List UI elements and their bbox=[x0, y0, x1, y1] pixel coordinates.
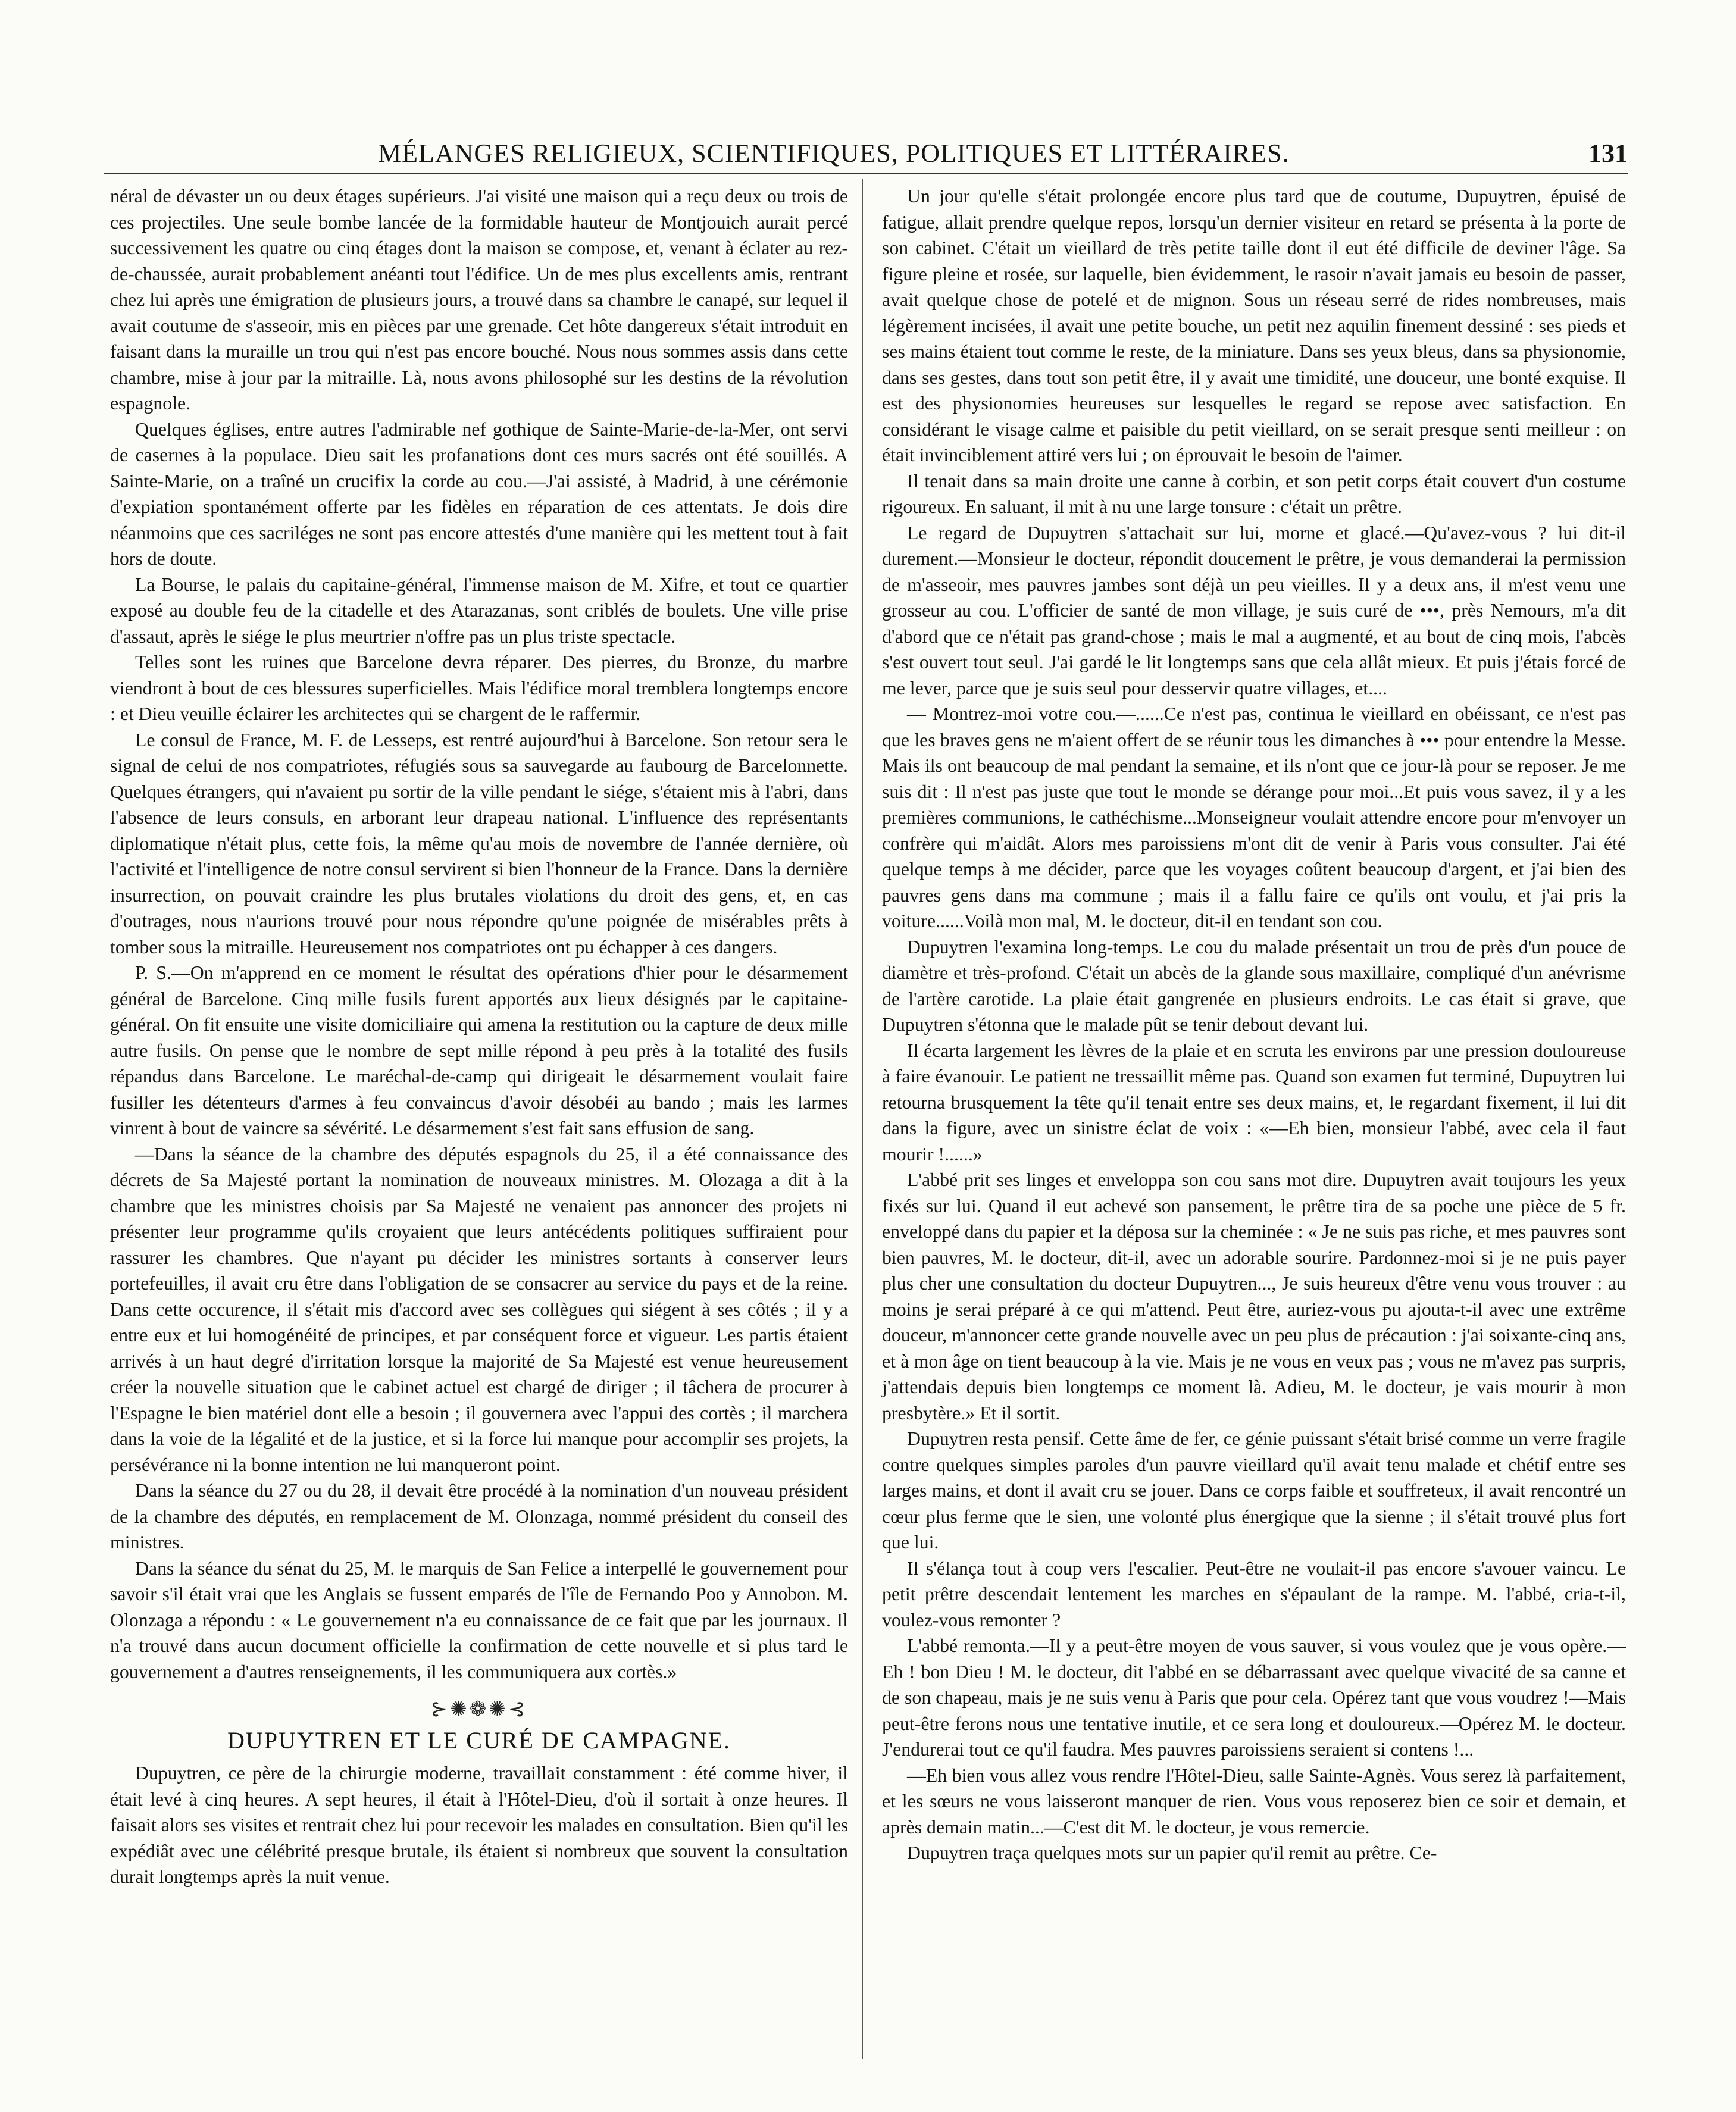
paragraph: P. S.—On m'apprend en ce moment le résultat des opérations d'hier pour le désarmement général de Barcelone. Cinq mille fusils furent apportés aux lieux désignés par le capitaine-général. On fit ensuite une visite domiciliaire qui amena la restitution ou la capture de deux mille autre fusils. On pense que le nombre de sept mille répond à peu près à la totalité des fusils répandus dans Barcelone. Le maréchal-de-camp qui dirigeait le désarmement voulait faire fusiller les détenteurs d'armes à feu convaincus d'avoir désobéi au bando ; mais les larmes vinrent à bout de vaincre sa sévérité. Le désarmement s'est fait sans effusion de sang. bbox=[110, 962, 848, 1138]
paragraph: —Dans la séance de la chambre des députés espagnols du 25, il a été connaissance des décrets de Sa Majesté portant la nomination de nouveaux ministres. M. Olozaga a dit à la chambre que les ministres choisis par Sa Majesté ne venaient pas annoncer des projets ni présenter leur programme qu'ils croyaient que leurs antécédents politiques suffiraient pour rassurer les chambres. Que n'ayant pu décider les ministres sortants à conserver leurs portefeuilles, il avait cru être dans l'obligation de se consacrer au service du pays et de la reine. Dans cette occurence, il s'était mis d'accord avec ses collègues qui siégent à ses côtés ; il y a entre eux et lui homogénéité de principes, et par conséquent force et vigueur. Les partis étaient arrivés à un haut degré d'irritation lorsque la majorité de Sa Majesté est venue heureusement créer la nouvelle situation que le cabinet actuel est chargé de diriger ; il tâchera de procurer à l'Espagne le bien matériel dont elle a besoin ; il gouvernera avec l'appui des cortès ; il marchera dans la voie de la légalité et de la justice, et si la force lui manque pour accomplir ses projets, la persévérance ni la bonne intention ne lui manqueront point. bbox=[110, 1143, 848, 1475]
paragraph: néral de dévaster un ou deux étages supérieurs. J'ai visité une maison qui a reçu deux ou trois de ces projectiles. Une seule bombe lancée de la formidable hauteur de Montjouich aurait percé successivement les quatre ou cinq étages dont la maison se compose, et, venant à éclater au rez-de-chaussée, aurait probablement anéanti tout l'édifice. Un de mes plus excellents amis, rentrant chez lui après une émigration de plusieurs jours, a trouvé dans sa chambre le canapé, sur lequel il avait coutume de s'asseoir, mis en pièces par une grenade. Cet hôte dangereux s'était introduit en faisant dans la muraille un trou qui n'est pas encore bouché. Nous nous sommes assis dans cette chambre, mise à jour par la mitraille. Là, nous avons philosophé sur les destins de la révolution espagnole. bbox=[110, 186, 848, 414]
paragraph: Il tenait dans sa main droite une canne à corbin, et son petit corps était couvert d'un costume rigoureux. En saluant, il mit à nu une large tonsure : c'était un prêtre. bbox=[882, 470, 1626, 517]
section-ornament: ⊱✺❁✺⊰ bbox=[430, 1698, 528, 1720]
paragraph: Dupuytren l'examina long-temps. Le cou du malade présentait un trou de près d'un pouce de diamètre et très-profond. C'était un abcès de la glande sous maxillaire, compliqué d'un anévrisme de l'artère carotide. La plaie était gangrenée en plusieurs endroits. Le cas était si grave, que Dupuytren s'étonna que le malade pût se tenir debout devant lui. bbox=[882, 936, 1626, 1035]
paragraph: — Montrez-moi votre cou.—......Ce n'est pas, continua le vieillard en obéissant, ce n'est pas que les braves gens ne m'aient offert de se réunir tous les dimanches à ••• pour entendre la Messe. Mais ils ont beaucoup de mal pendant la semaine, et ils n'ont que ce jour-là pour se reposer. Je me suis dit : Il n'est pas juste que tout le monde se dérange pour moi...Et puis vous savez, il y a les premières communions, le cathéchisme...Monseigneur voulait attendre encore pour m'envoyer un confrère qui m'aidât. Alors mes paroissiens m'ont dit de venir à Paris vous consulter. J'ai été quelque temps à me décider, parce que les voyages coûtent beaucoup d'argent, et j'ai bien des pauvres gens dans ma commune ; mais il a fallu faire ce qu'ils ont voulu, et j'ai pris la voiture......Voilà mon mal, M. le docteur, dit-il en tendant son cou. bbox=[882, 703, 1626, 931]
paragraph: Dupuytren resta pensif. Cette âme de fer, ce génie puissant s'était brisé comme un verre fragile contre quelques simples paroles d'un pauvre vieillard qu'il avait tenu malade et chétif entre ses larges mains, et dont il avait cru se jouer. Dans ce corps faible et souffreteux, il avait rencontré un cœur plus ferme que le sien, une volonté plus énergique que la sienne ; il s'était trouvé plus fort que lui. bbox=[882, 1428, 1626, 1553]
page-number: 131 bbox=[1588, 139, 1628, 168]
right-column bbox=[882, 183, 1626, 1866]
left-column bbox=[110, 183, 848, 1890]
paragraph: La Bourse, le palais du capitaine-général, l'immense maison de M. Xifre, et tout ce quartier exposé au double feu de la citadelle et des Atarazanas, sont criblés de boulets. Une ville prise d'assaut, après le siége le plus meurtrier n'offre pas un plus triste spectacle. bbox=[110, 574, 848, 647]
paragraph: Dans la séance du 27 ou du 28, il devait être procédé à la nomination d'un nouveau président de la chambre des députés, en remplacement de M. Olonzaga, nommé président du conseil des ministres. bbox=[110, 1480, 848, 1553]
paragraph: Telles sont les ruines que Barcelone devra réparer. Des pierres, du Bronze, du marbre viendront à bout de ces blessures superficielles. Mais l'édifice moral tremblera longtemps encore : et Dieu veuille éclairer les architectes qui se chargent de le raffermir. bbox=[110, 652, 848, 724]
paragraph: Quelques églises, entre autres l'admirable nef gothique de Sainte-Marie-de-la-Mer, ont servi de casernes à la populace. Dieu sait les profanations dont ces murs sacrés ont été souillés. A Sainte-Marie, on a traîné un crucifix la corde au cou.—J'ai assisté, à Madrid, à une cérémonie d'expiation spontanément offerte par les fidèles en réparation de ces attentats. Je dois dire néanmoins que ces sacriléges ne sont pas encore attestés d'une manière qui les mettent tout à fait hors de doute. bbox=[110, 418, 848, 569]
paragraph: Le consul de France, M. F. de Lesseps, est rentré aujourd'hui à Barcelone. Son retour sera le signal de celui de nos compatriotes, réfugiés sous sa sauvegarde au faubourg de Barcelonnette. Quelques étrangers, qui n'avaient pu sortir de la ville pendant le siége, s'étaient mis à l'abri, dans l'absence de leurs consuls, en arborant leur drapeau national. L'influence des représentants diplomatique n'était plus, cette fois, la même qu'au mois de novembre de l'année dernière, où l'activité et l'intelligence de notre consul servirent si bien l'honneur de la France. Dans la dernière insurrection, on pouvait craindre les plus brutales violations du droit des gens, et, en cas d'outrages, nous n'aurions trouvé pour nous répondre qu'une poignée de misérables prêts à tomber sous la mitraille. Heureusement nos compatriotes ont pu échapper à ces dangers. bbox=[110, 729, 848, 958]
paragraph: Dupuytren traça quelques mots sur un papier qu'il remit au prêtre. Ce- bbox=[907, 1842, 1437, 1863]
column-divider bbox=[862, 179, 863, 2059]
running-title: MÉLANGES RELIGIEUX, SCIENTIFIQUES, POLITIQUES ET LITTÉRAIRES. bbox=[378, 139, 1290, 168]
paragraph: —Eh bien vous allez vous rendre l'Hôtel-Dieu, salle Sainte-Agnès. Vous serez là parfaitement, et les sœurs ne vous laisseront manquer de rien. Vous vous reposerez bien ce soir et demain, et après demain matin...—C'est dit M. le docteur, je vous remercie. bbox=[882, 1764, 1626, 1838]
header-rule bbox=[104, 173, 1628, 174]
running-header bbox=[104, 138, 1628, 174]
paragraph: Dans la séance du sénat du 25, M. le marquis de San Felice a interpellé le gouvernement pour savoir s'il était vrai que les Anglais se fussent emparés de l'île de Fernando Poo y Annobon. M. Olonzaga a répondu : « Le gouvernement n'a eu connaissance de ce fait que par les journaux. Il n'a trouvé dans aucun document officielle la confirmation de cette nouvelle et si plus tard le gouvernement a d'autres renseignements, il les communiquera aux cortès.» bbox=[110, 1557, 848, 1682]
paragraph: Il s'élança tout à coup vers l'escalier. Peut-être ne voulait-il pas encore s'avouer vaincu. Le petit prêtre descendait lentement les marches en s'épaulant de la rampe. M. l'abbé, cria-t-il, voulez-vous remonter ? bbox=[882, 1557, 1626, 1631]
paragraph: Dupuytren, ce père de la chirurgie moderne, travaillait constamment : été comme hiver, il était levé à cinq heures. A sept heures, il était à l'Hôtel-Dieu, d'où il sortait à onze heures. Il faisait alors ses visites et rentrait chez lui pour recevoir les malades en consultation. Bien qu'il les expédiât avec une célébrité presque brutale, ils étaient si nombreux que souvent la consultation durait longtemps après la nuit venue. bbox=[110, 1763, 848, 1887]
paragraph: L'abbé remonta.—Il y a peut-être moyen de vous sauver, si vous voulez que je vous opère.—Eh ! bon Dieu ! M. le docteur, dit l'abbé en se débarrassant avec quelque vivacité de sa canne et de son chapeau, mais je ne suis venu à Paris que pour cela. Opérez tant que vous voudrez !—Mais peut-être ferons nous une tentative inutile, et ce sera long et douloureux.—Opérez M. le docteur. J'endurerai tout ce qu'il faudra. Mes pauvres paroissiens seraient si contens !... bbox=[882, 1635, 1626, 1760]
paragraph: Un jour qu'elle s'était prolongée encore plus tard que de coutume, Dupuytren, épuisé de fatigue, allait prendre quelque repos, lorsqu'un dernier visiteur en retard se présenta à la porte de son cabinet. C'était un vieillard de très petite taille dont il eut été difficile de deviner l'âge. Sa figure pleine et rosée, sur laquelle, bien évidemment, le rasoir n'avait jamais eu besoin de passer, avait quelque chose de potelé et de mignon. Sous un réseau serré de rides nombreuses, mais légèrement incisées, il avait une petite bouche, un petit nez aquilin finement dessiné : ses pieds et ses mains étaient tout comme le reste, de la miniature. Dans ses yeux bleus, dans sa physionomie, dans ses gestes, dans tout son petit être, il y avait une timidité, une douceur, une bonté exquise. Il est des physionomies heureuses sur lesquelles le regard se repose avec satisfaction. En considérant le visage calme et paisible du petit vieillard, on se serait presque senti meilleur : on était invinciblement attiré vers lui ; on éprouvait le besoin de l'aimer. bbox=[882, 186, 1626, 465]
paragraph: L'abbé prit ses linges et enveloppa son cou sans mot dire. Dupuytren avait toujours les yeux fixés sur lui. Quand il eut achevé son pansement, le prêtre tira de sa poche une pièce de 5 fr. enveloppé dans du papier et la déposa sur la cheminée : « Je ne suis pas riche, et mes pauvres sont bien pauvres, M. le docteur, dit-il, avec un adorable sourire. Pardonnez-moi si je ne puis payer plus cher une consultation du docteur Dupuytren..., Je suis heureux d'être venu vous trouver : au moins je serai préparé à ce qui m'attend. Peut être, auriez-vous pu ajouta-t-il avec une extrême douceur, m'annoncer cette grande nouvelle avec un peu plus de précaution : j'ai soixante-cinq ans, et à mon âge on tient beaucoup à la vie. Mais je ne vous en veux pas ; vous ne m'avez pas surpris, j'attendais depuis bien longtemps ce moment là. Adieu, M. le docteur, je vais mourir à mon presbytère.» Et il sortit. bbox=[882, 1169, 1626, 1423]
paragraph: Il écarta largement les lèvres de la plaie et en scruta les environs par une pression douloureuse à faire évanouir. Le patient ne tressaillit même pas. Quand son examen fut terminé, Dupuytren lui retourna brusquement la tête qu'il tenait entre ses deux mains, et, le regardant fixement, il lui dit dans la figure, avec un sinistre éclat de voix : «—Eh bien, monsieur l'abbé, avec cela il faut mourir !......» bbox=[882, 1040, 1626, 1165]
section-title: DUPUYTREN ET LE CURÉ DE CAMPAGNE. bbox=[227, 1726, 731, 1754]
paragraph: Le regard de Dupuytren s'attachait sur lui, morne et glacé.—Qu'avez-vous ? lui dit-il durement.—Monsieur le docteur, répondit doucement le prêtre, je vous demanderai la permission de m'asseoir, mes pauvres jambes sont déjà un peu vieilles. Il y a deux ans, il m'est venu une grosseur au cou. L'officier de santé de mon village, je suis curé de •••, près Nemours, m'a dit d'abord que ce n'était pas grand-chose ; mais le mal a augmenté, et au bout de cinq mois, l'abcès s'est ouvert tout seul. J'ai gardé le lit longtemps sans que cela allât mieux. Et puis j'étais forcé de me lever, parce que je suis seul pour desservir quatre villages, et.... bbox=[882, 522, 1626, 699]
